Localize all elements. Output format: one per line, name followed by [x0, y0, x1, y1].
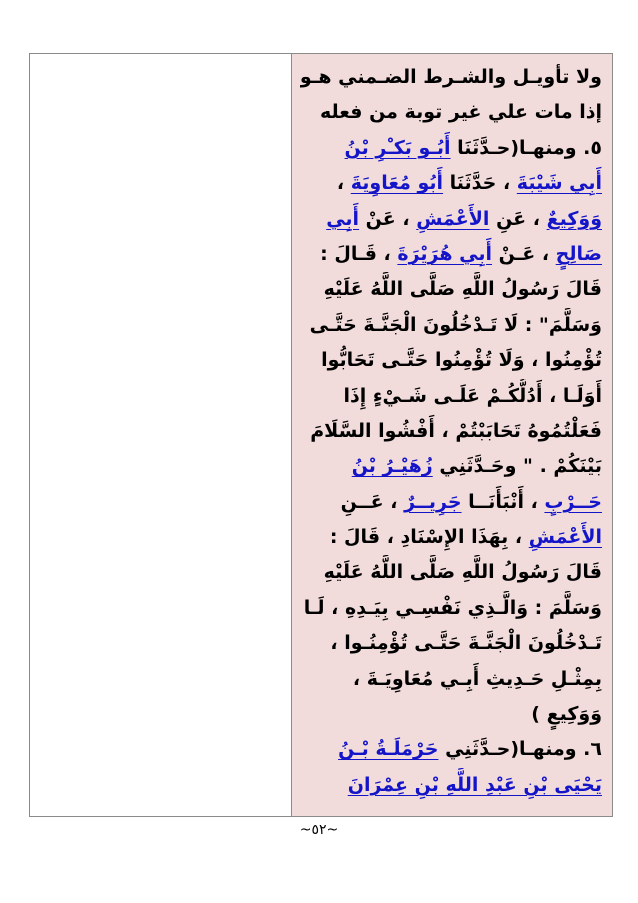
- text-segment: ، أَنْبَأَنَــا: [461, 490, 545, 513]
- narrator-name-link: أَبُـو بَكـْرِ بْنُ: [344, 136, 451, 159]
- text-line: [300, 95, 602, 130]
- narrator-name-link: حَــرْبٍ: [544, 490, 602, 513]
- text-line: [300, 166, 602, 201]
- text-segment: ،: [336, 172, 351, 195]
- text-line: [300, 591, 602, 626]
- text-segment: إذا مات علي غير توبة من فعله: [320, 101, 602, 124]
- narrator-name-link: الأَعْمَشِ: [528, 526, 602, 549]
- text-segment: تَـدْخُلُونَ الْجَنَّـةَ حَتَّـى تُؤْمِنُـوا ،: [330, 632, 602, 655]
- text-line: [300, 272, 602, 307]
- narrator-name-link: أَبِي هُرَيْرَةَ: [397, 242, 493, 265]
- text-segment: قَالَ رَسُولُ اللَّهِ صَلَّى اللَّهُ عَلَيْهِ: [323, 561, 602, 584]
- text-line: [300, 202, 602, 237]
- text-line: [300, 237, 602, 272]
- text-line: [300, 131, 602, 166]
- text-segment: ، حَدَّثَنَا: [443, 172, 517, 195]
- text-segment: ٥. ومنهـا(حـدَّثَنَا: [450, 136, 602, 159]
- text-line: [300, 732, 602, 767]
- narrator-name-link: أَبِي: [326, 207, 360, 230]
- narrator-name-link: وَوَكِيعٌ: [546, 207, 602, 230]
- text-segment: تُؤْمِنُوا ، وَلَا تُؤْمِنُوا حَتَّـى تَحَابُّوا: [321, 349, 602, 372]
- narrator-name-link: صَالِحٍ: [555, 242, 602, 265]
- page-number: ~٥٢~: [299, 822, 339, 838]
- text-segment: بَيْنَكُمْ . " وحَـدَّثَنِي: [432, 455, 602, 478]
- text-line: [300, 414, 602, 449]
- text-line: [300, 308, 602, 343]
- text-line: [300, 379, 602, 414]
- text-table: [29, 53, 613, 817]
- text-segment: ، عَــنِ: [340, 490, 405, 513]
- narrator-name-link: زُهَيْـرُ بْنُ: [351, 455, 433, 478]
- text-segment: ، قَـالَ :: [320, 242, 398, 265]
- text-line: [300, 555, 602, 590]
- narrator-name-link: يَحْيَى بْنِ عَبْدِ اللَّهِ بْنِ عِمْرَانَ: [347, 773, 602, 796]
- text-segment: وَسَلَّمَ : وَالَّـذِي نَفْسِـي بِيَـدِهِ ، لَـا: [303, 596, 602, 619]
- text-segment: بِمِثْـلِ حَـدِيثِ أَبِـي مُعَاوِيَـةَ ،: [352, 667, 602, 690]
- text-line: [300, 343, 602, 378]
- text-segment: قَالَ رَسُولُ اللَّهِ صَلَّى اللَّهُ عَلَيْهِ: [323, 278, 602, 301]
- text-segment: ، عَنْ: [359, 207, 417, 230]
- text-segment: ، عَنِ: [489, 207, 547, 230]
- empty-left-cell: [30, 54, 292, 816]
- text-line: [300, 626, 602, 661]
- text-segment: ٦. ومنهـا(حـدَّثَنِي: [438, 738, 602, 761]
- narrator-name-link: أَبُو مُعَاوِيَةَ: [350, 172, 444, 195]
- text-segment: ولا تأويـل والشـرط الضـمني هـو: [299, 66, 602, 88]
- text-segment: فَعَلْتُمُوهُ تَحَابَبْتُمْ ، أَفْشُوا السَّلَامَ: [310, 419, 602, 442]
- text-segment: ، عَـنْ: [492, 242, 556, 265]
- text-line: [300, 449, 602, 484]
- text-segment: وَوَكِيعٍ ): [531, 703, 602, 726]
- text-line: [300, 520, 602, 555]
- text-segment: وَسَلَّمَ" : لَا تَـدْخُلُونَ الْجَنَّـةَ حَتَّـى: [309, 313, 602, 336]
- narrator-name-link: جَرِيــرٌ: [404, 490, 462, 513]
- arabic-text-cell: [292, 54, 612, 816]
- text-line: [300, 697, 602, 732]
- narrator-name-link: حَرْمَلَـةُ بْـنُ: [338, 738, 439, 761]
- text-line: [300, 60, 602, 95]
- text-segment: ، بِهَذَا الإِسْنَادِ ، قَالَ :: [329, 526, 529, 549]
- narrator-name-link: الأَعْمَشِ: [416, 207, 490, 230]
- text-segment: أَوَلَـا ، أَدُلُّكُـمْ عَلَـى شَـيْءٍ إِذَا: [343, 384, 602, 407]
- text-line: [300, 768, 602, 803]
- narrator-name-link: أَبِي شَيْبَةَ: [516, 172, 602, 195]
- text-line: [300, 485, 602, 520]
- text-line: [300, 662, 602, 697]
